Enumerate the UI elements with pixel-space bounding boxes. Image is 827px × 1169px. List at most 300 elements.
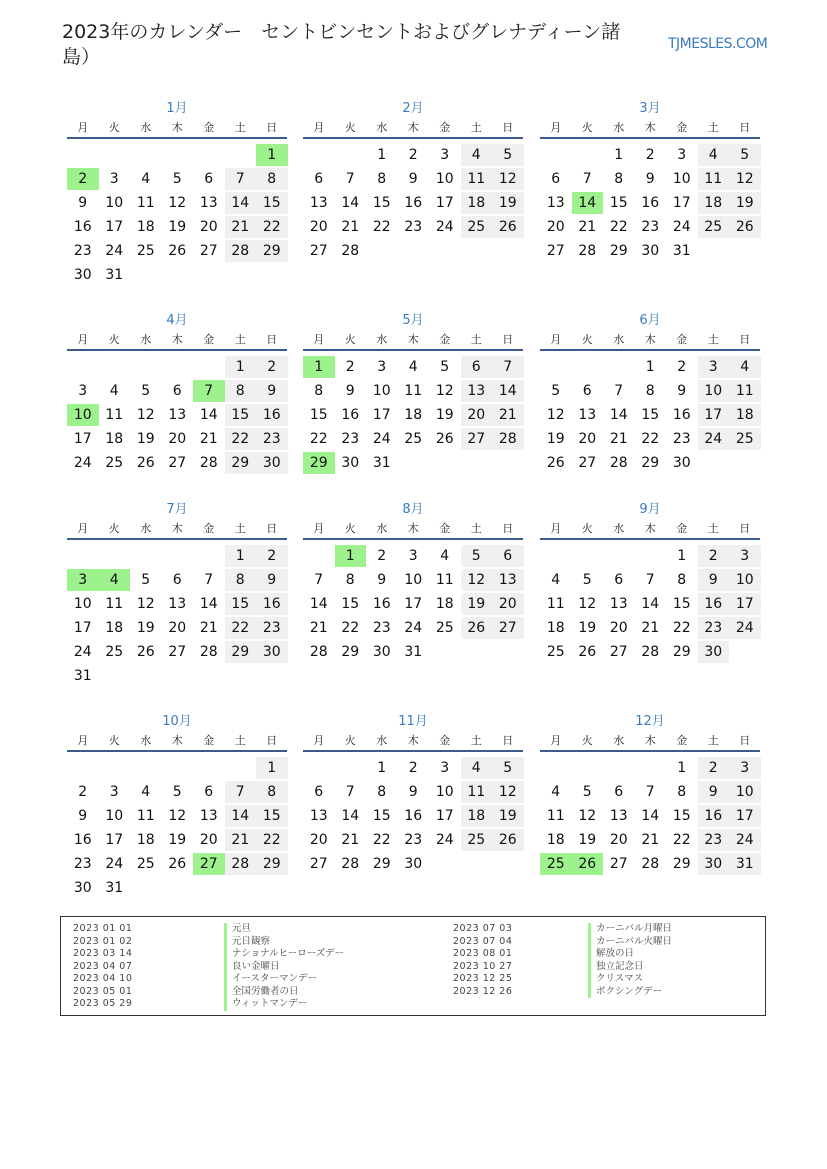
day-cell: 27 [199, 243, 218, 259]
day-cell: 21 [309, 620, 328, 636]
day-cell: 17 [372, 407, 391, 423]
day-cell: 27 [309, 243, 328, 259]
weekday-header: 水 [376, 121, 388, 134]
header-divider [540, 349, 760, 351]
weekday-header: 木 [644, 333, 656, 346]
day-cell: 13 [309, 195, 328, 211]
day-cell: 16 [404, 808, 423, 824]
day-cell: 15 [256, 192, 288, 214]
weekday-header: 水 [613, 522, 625, 535]
day-cell: 25 [136, 243, 155, 259]
header-divider [67, 137, 287, 139]
month-name: 6月 [639, 313, 661, 328]
day-cell: 3 [440, 760, 450, 776]
legend-holiday-name: カーニバル月曜日 [588, 923, 672, 936]
day-cell: 9 [78, 195, 88, 211]
day-cell: 3 [377, 359, 387, 375]
weekday-header: 水 [376, 333, 388, 346]
header-divider [303, 538, 523, 540]
day-cell: 4 [141, 784, 151, 800]
weekday-header: 木 [407, 734, 419, 747]
weekday-header: 金 [203, 522, 215, 535]
day-cell: 1 [377, 147, 387, 163]
day-cell: 19 [168, 832, 187, 848]
day-cell: 1 [377, 760, 387, 776]
weekday-header: 月 [550, 121, 562, 134]
weekday-header: 水 [140, 734, 152, 747]
day-cell: 16 [698, 805, 730, 827]
weekday-header: 金 [203, 333, 215, 346]
day-cell: 27 [609, 644, 628, 660]
day-cell: 28 [641, 856, 660, 872]
weekday-header: 金 [439, 121, 451, 134]
day-cell: 27 [492, 617, 524, 639]
day-cell: 31 [105, 267, 124, 283]
day-cell: 8 [225, 569, 257, 591]
weekday-header: 木 [407, 522, 419, 535]
day-cell: 8 [645, 383, 655, 399]
day-cell: 28 [609, 455, 628, 471]
weekday-header: 火 [108, 522, 120, 535]
day-cell: 16 [404, 195, 423, 211]
day-cell: 16 [341, 407, 360, 423]
day-cell: 18 [105, 620, 124, 636]
day-cell: 17 [729, 593, 761, 615]
legend-date: 2023 07 04 [453, 935, 513, 947]
weekday-header: 月 [313, 734, 325, 747]
day-cell: 22 [372, 219, 391, 235]
day-cell: 19 [435, 407, 454, 423]
day-cell: 3 [109, 171, 119, 187]
holiday-day-cell: 27 [193, 853, 225, 875]
day-cell: 3 [440, 147, 450, 163]
weekday-header: 金 [676, 333, 688, 346]
day-cell: 11 [461, 781, 493, 803]
day-cell: 2 [677, 359, 687, 375]
day-cell: 16 [256, 593, 288, 615]
day-cell: 20 [461, 404, 493, 426]
day-cell: 1 [677, 548, 687, 564]
day-cell: 10 [105, 195, 124, 211]
day-cell: 24 [435, 832, 454, 848]
day-cell: 6 [582, 383, 592, 399]
day-cell: 2 [78, 784, 88, 800]
day-cell: 14 [199, 407, 218, 423]
day-cell: 23 [73, 243, 92, 259]
weekday-header: 月 [77, 734, 89, 747]
legend-date: 2023 04 10 [73, 973, 133, 984]
day-cell: 7 [582, 171, 592, 187]
day-cell: 4 [551, 784, 561, 800]
day-cell: 20 [199, 219, 218, 235]
weekday-header: 日 [266, 522, 278, 535]
day-cell: 27 [546, 243, 565, 259]
weekday-header: 水 [376, 734, 388, 747]
day-cell: 29 [256, 240, 288, 262]
day-cell: 30 [372, 644, 391, 660]
day-cell: 9 [677, 383, 687, 399]
weekday-header: 火 [581, 121, 593, 134]
day-cell: 10 [73, 596, 92, 612]
day-cell: 12 [461, 569, 493, 591]
day-cell: 5 [461, 545, 493, 567]
day-cell: 23 [256, 428, 288, 450]
weekday-header: 木 [644, 121, 656, 134]
day-cell: 7 [314, 572, 324, 588]
day-cell: 25 [698, 216, 730, 238]
legend-holiday-name: カーニバル火曜日 [588, 936, 672, 949]
weekday-header: 土 [470, 734, 482, 747]
day-cell: 22 [672, 832, 691, 848]
legend-date: 2023 01 01 [73, 923, 133, 934]
day-cell: 22 [372, 832, 391, 848]
day-cell: 12 [168, 808, 187, 824]
day-cell: 13 [199, 808, 218, 824]
legend-date: 2023 07 03 [453, 923, 513, 934]
day-cell: 29 [672, 856, 691, 872]
weekday-header: 金 [676, 522, 688, 535]
holiday-day-cell: 29 [303, 452, 335, 474]
day-cell: 20 [199, 832, 218, 848]
day-cell: 6 [172, 572, 182, 588]
month-name: 5月 [402, 313, 424, 328]
weekday-header: 日 [739, 522, 751, 535]
day-cell: 17 [105, 832, 124, 848]
weekday-header: 日 [502, 734, 514, 747]
day-cell: 30 [698, 641, 730, 663]
month-name: 11月 [398, 714, 428, 729]
day-cell: 24 [73, 455, 92, 471]
weekday-header: 火 [108, 121, 120, 134]
day-cell: 20 [609, 620, 628, 636]
day-cell: 10 [404, 572, 423, 588]
day-cell: 30 [698, 853, 730, 875]
holiday-day-cell: 1 [256, 144, 288, 166]
day-cell: 7 [492, 356, 524, 378]
day-cell: 13 [199, 195, 218, 211]
day-cell: 10 [672, 171, 691, 187]
day-cell: 13 [546, 195, 565, 211]
weekday-header: 月 [550, 734, 562, 747]
day-cell: 9 [78, 808, 88, 824]
day-cell: 8 [677, 572, 687, 588]
day-cell: 29 [372, 856, 391, 872]
day-cell: 30 [73, 880, 92, 896]
header-divider [67, 349, 287, 351]
day-cell: 22 [341, 620, 360, 636]
weekday-header: 木 [171, 333, 183, 346]
month-name: 2月 [402, 101, 424, 116]
day-cell: 28 [492, 428, 524, 450]
day-cell: 31 [729, 853, 761, 875]
day-cell: 14 [609, 407, 628, 423]
day-cell: 26 [546, 455, 565, 471]
day-cell: 12 [492, 168, 524, 190]
day-cell: 19 [492, 805, 524, 827]
day-cell: 22 [256, 216, 288, 238]
day-cell: 19 [461, 593, 493, 615]
day-cell: 30 [256, 452, 288, 474]
day-cell: 9 [698, 781, 730, 803]
day-cell: 27 [578, 455, 597, 471]
day-cell: 13 [168, 596, 187, 612]
day-cell: 15 [309, 407, 328, 423]
day-cell: 11 [136, 195, 155, 211]
day-cell: 9 [256, 380, 288, 402]
day-cell: 5 [141, 383, 151, 399]
day-cell: 20 [578, 431, 597, 447]
day-cell: 17 [729, 805, 761, 827]
day-cell: 23 [698, 617, 730, 639]
weekday-header: 月 [77, 121, 89, 134]
day-cell: 23 [404, 219, 423, 235]
weekday-header: 火 [344, 333, 356, 346]
day-cell: 22 [309, 431, 328, 447]
weekday-header: 土 [470, 522, 482, 535]
day-cell: 6 [204, 171, 214, 187]
header-divider [67, 538, 287, 540]
day-cell: 19 [136, 620, 155, 636]
day-cell: 6 [314, 171, 324, 187]
weekday-header: 日 [739, 121, 751, 134]
day-cell: 29 [225, 452, 257, 474]
weekday-header: 火 [344, 522, 356, 535]
day-cell: 9 [408, 171, 418, 187]
legend-date: 2023 04 07 [73, 960, 133, 972]
day-cell: 14 [309, 596, 328, 612]
day-cell: 7 [204, 572, 214, 588]
day-cell: 25 [435, 620, 454, 636]
day-cell: 6 [461, 356, 493, 378]
day-cell: 2 [408, 760, 418, 776]
day-cell: 18 [461, 192, 493, 214]
day-cell: 3 [78, 383, 88, 399]
day-cell: 15 [256, 805, 288, 827]
day-cell: 13 [461, 380, 493, 402]
holiday-day-cell: 10 [67, 404, 99, 426]
holiday-day-cell: 26 [572, 853, 604, 875]
day-cell: 7 [345, 171, 355, 187]
day-cell: 30 [672, 455, 691, 471]
header-divider [540, 137, 760, 139]
day-cell: 18 [546, 620, 565, 636]
weekday-header: 金 [203, 734, 215, 747]
day-cell: 18 [729, 404, 761, 426]
day-cell: 8 [256, 168, 288, 190]
day-cell: 5 [172, 784, 182, 800]
day-cell: 26 [168, 856, 187, 872]
day-cell: 12 [546, 407, 565, 423]
day-cell: 8 [677, 784, 687, 800]
day-cell: 11 [105, 407, 124, 423]
weekday-header: 水 [613, 333, 625, 346]
weekday-header: 月 [77, 522, 89, 535]
day-cell: 5 [492, 757, 524, 779]
weekday-header: 日 [739, 333, 751, 346]
day-cell: 21 [225, 829, 257, 851]
day-cell: 3 [408, 548, 418, 564]
day-cell: 26 [492, 829, 524, 851]
legend-holiday-name: ナショナルヒーローズデー [224, 948, 344, 961]
day-cell: 12 [136, 596, 155, 612]
day-cell: 18 [546, 832, 565, 848]
legend-date: 2023 03 14 [73, 948, 133, 959]
day-cell: 21 [199, 431, 218, 447]
day-cell: 20 [309, 219, 328, 235]
weekday-header: 月 [313, 121, 325, 134]
day-cell: 23 [341, 431, 360, 447]
weekday-header: 木 [644, 522, 656, 535]
day-cell: 4 [551, 572, 561, 588]
day-cell: 27 [309, 856, 328, 872]
day-cell: 17 [698, 404, 730, 426]
day-cell: 12 [168, 195, 187, 211]
day-cell: 31 [404, 644, 423, 660]
day-cell: 7 [645, 572, 655, 588]
day-cell: 18 [136, 219, 155, 235]
day-cell: 13 [609, 808, 628, 824]
day-cell: 26 [435, 431, 454, 447]
day-cell: 22 [672, 620, 691, 636]
legend-holiday-name: 良い金曜日 [224, 961, 280, 974]
day-cell: 18 [698, 192, 730, 214]
legend-holiday-name: 元日観察 [224, 936, 270, 949]
weekday-header: 月 [313, 522, 325, 535]
day-cell: 5 [492, 144, 524, 166]
day-cell: 26 [578, 644, 597, 660]
weekday-header: 月 [77, 333, 89, 346]
day-cell: 3 [729, 757, 761, 779]
legend-date: 2023 10 27 [453, 960, 513, 972]
day-cell: 19 [168, 219, 187, 235]
day-cell: 4 [141, 171, 151, 187]
day-cell: 17 [672, 195, 691, 211]
day-cell: 15 [672, 808, 691, 824]
weekday-header: 火 [581, 333, 593, 346]
day-cell: 22 [256, 829, 288, 851]
weekday-header: 月 [550, 333, 562, 346]
legend-date: 2023 08 01 [453, 948, 513, 959]
day-cell: 4 [698, 144, 730, 166]
day-cell: 8 [345, 572, 355, 588]
day-cell: 19 [546, 431, 565, 447]
day-cell: 8 [377, 171, 387, 187]
day-cell: 21 [641, 832, 660, 848]
site-brand-link[interactable]: TJMESLES.COM [668, 36, 768, 52]
month-name: 3月 [639, 101, 661, 116]
month-name: 1月 [166, 101, 188, 116]
day-cell: 24 [105, 243, 124, 259]
weekday-header: 火 [581, 734, 593, 747]
day-cell: 17 [73, 431, 92, 447]
weekday-header: 月 [550, 522, 562, 535]
day-cell: 13 [578, 407, 597, 423]
weekday-header: 水 [613, 121, 625, 134]
legend-date: 2023 05 29 [73, 998, 133, 1009]
day-cell: 15 [372, 195, 391, 211]
day-cell: 24 [73, 644, 92, 660]
day-cell: 25 [546, 644, 565, 660]
day-cell: 5 [582, 784, 592, 800]
day-cell: 18 [105, 431, 124, 447]
legend-date: 2023 12 25 [453, 973, 513, 984]
weekday-header: 木 [171, 121, 183, 134]
day-cell: 11 [136, 808, 155, 824]
day-cell: 29 [225, 641, 257, 663]
day-cell: 6 [492, 545, 524, 567]
day-cell: 25 [404, 431, 423, 447]
day-cell: 22 [225, 428, 257, 450]
month-name: 9月 [639, 502, 661, 517]
day-cell: 21 [641, 620, 660, 636]
legend-holiday-name: ウィットマンデー [224, 998, 307, 1011]
day-cell: 6 [551, 171, 561, 187]
day-cell: 28 [225, 240, 257, 262]
day-cell: 26 [168, 243, 187, 259]
header-divider [303, 349, 523, 351]
day-cell: 8 [225, 380, 257, 402]
day-cell: 9 [408, 784, 418, 800]
day-cell: 7 [345, 784, 355, 800]
legend-date: 2023 12 26 [453, 985, 513, 997]
weekday-header: 日 [739, 734, 751, 747]
holiday-day-cell: 14 [572, 192, 604, 214]
day-cell: 28 [578, 243, 597, 259]
holiday-day-cell: 7 [193, 380, 225, 402]
weekday-header: 日 [502, 333, 514, 346]
day-cell: 29 [672, 644, 691, 660]
day-cell: 29 [256, 853, 288, 875]
weekday-header: 土 [234, 522, 246, 535]
day-cell: 4 [729, 356, 761, 378]
day-cell: 10 [105, 808, 124, 824]
day-cell: 30 [404, 856, 423, 872]
day-cell: 15 [372, 808, 391, 824]
day-cell: 7 [614, 383, 624, 399]
day-cell: 15 [225, 593, 257, 615]
legend-holiday-name: 元旦 [224, 923, 251, 936]
legend-holiday-name: 解放の日 [588, 948, 634, 961]
day-cell: 3 [109, 784, 119, 800]
day-cell: 3 [729, 545, 761, 567]
day-cell: 17 [435, 195, 454, 211]
day-cell: 10 [435, 171, 454, 187]
day-cell: 28 [309, 644, 328, 660]
weekday-header: 日 [502, 121, 514, 134]
day-cell: 5 [141, 572, 151, 588]
weekday-header: 火 [108, 333, 120, 346]
day-cell: 13 [168, 407, 187, 423]
day-cell: 25 [729, 428, 761, 450]
holiday-day-cell: 1 [335, 545, 367, 567]
day-cell: 29 [341, 644, 360, 660]
month-name: 7月 [166, 502, 188, 517]
day-cell: 12 [136, 407, 155, 423]
day-cell: 23 [698, 829, 730, 851]
day-cell: 18 [461, 805, 493, 827]
weekday-header: 土 [234, 121, 246, 134]
day-cell: 12 [729, 168, 761, 190]
day-cell: 16 [372, 596, 391, 612]
day-cell: 15 [641, 407, 660, 423]
day-cell: 9 [345, 383, 355, 399]
weekday-header: 日 [266, 734, 278, 747]
day-cell: 21 [199, 620, 218, 636]
day-cell: 24 [698, 428, 730, 450]
weekday-header: 金 [439, 734, 451, 747]
day-cell: 18 [136, 832, 155, 848]
day-cell: 16 [698, 593, 730, 615]
